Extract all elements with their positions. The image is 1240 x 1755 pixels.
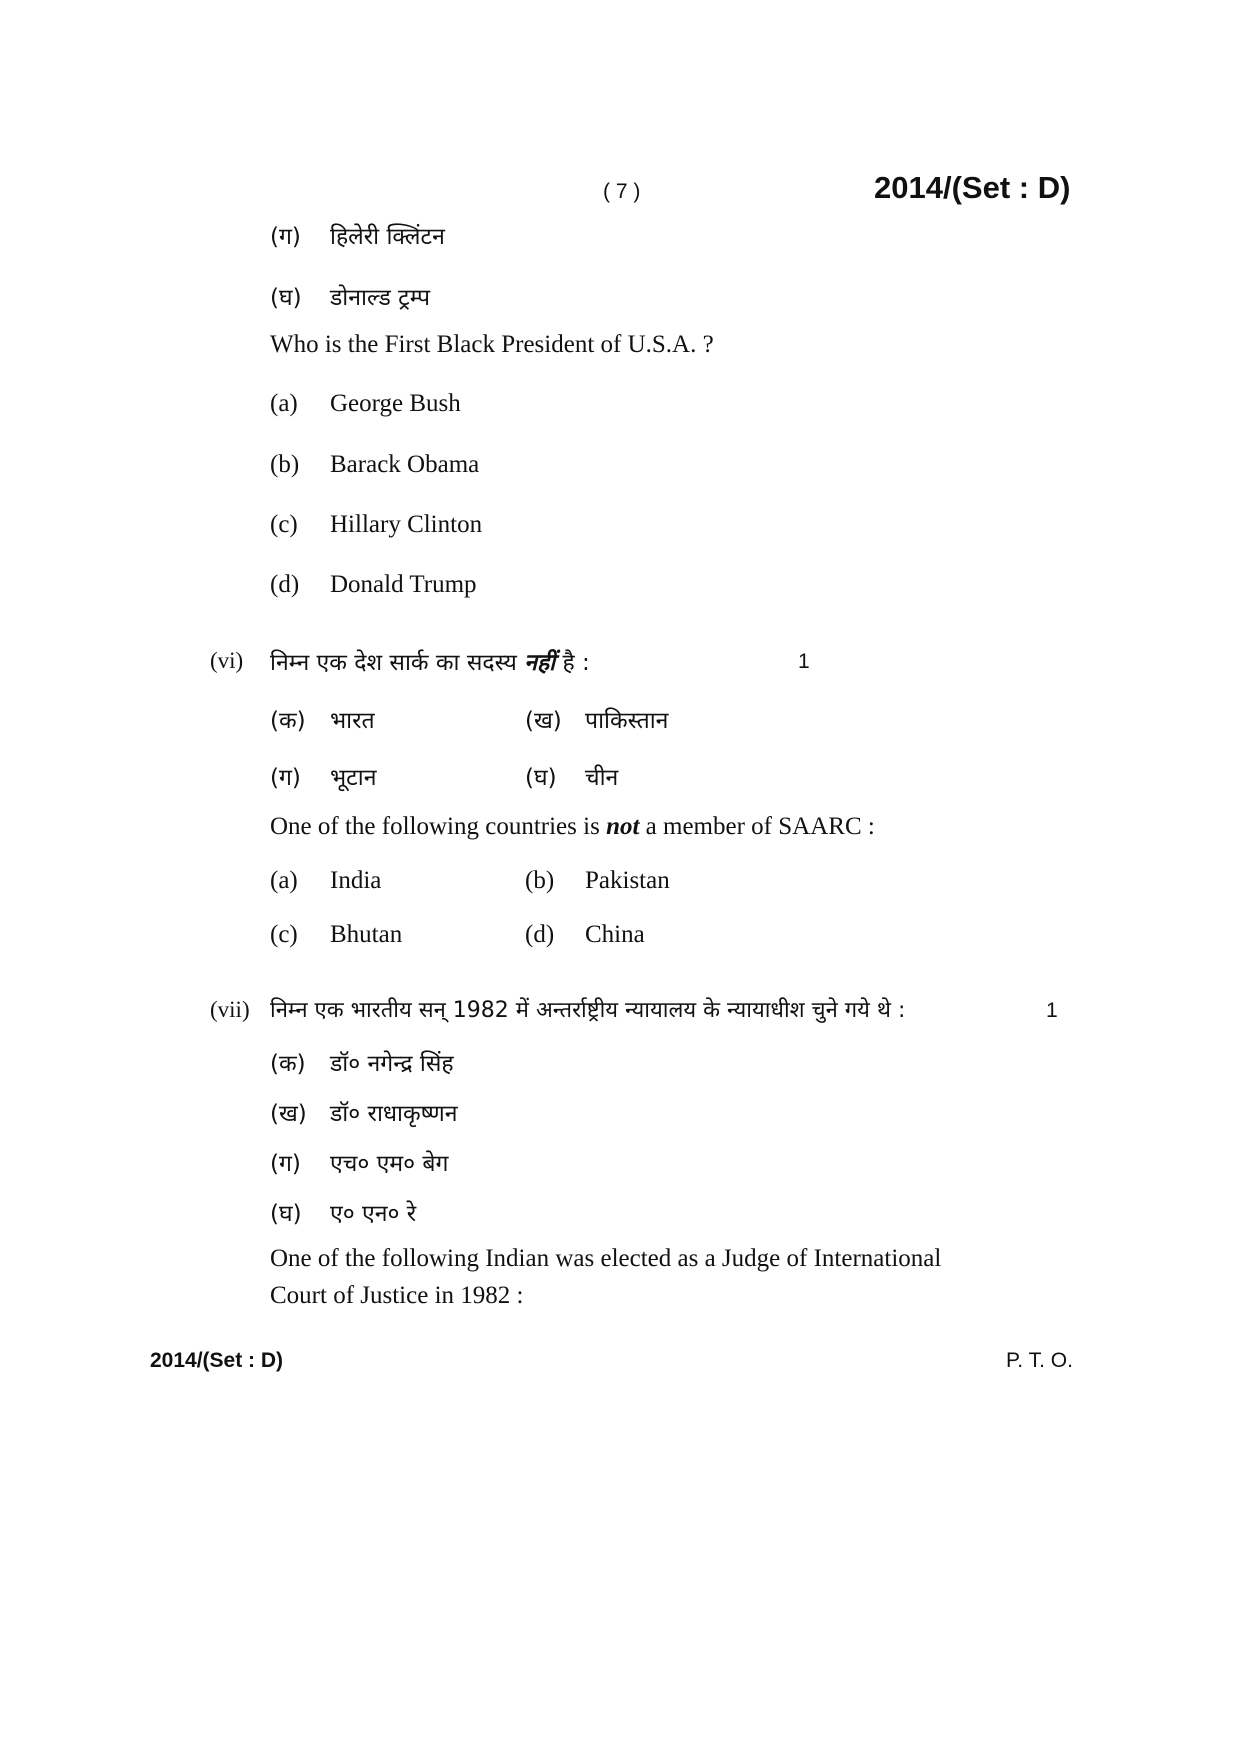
option-text: Hillary Clinton [330, 511, 483, 538]
option-label: (घ) [270, 1201, 302, 1227]
option-label: (a) [270, 867, 298, 894]
option-label: (d) [270, 571, 300, 598]
q5-english-option-a [270, 390, 461, 418]
question-text-end: है : [562, 650, 590, 676]
q5-hindi-option-ga [270, 219, 445, 251]
option-label: (घ) [525, 765, 557, 791]
option-label: (ग) [270, 1151, 301, 1177]
option-text: डोनाल्ड ट्रम्प [330, 285, 431, 311]
q5-english-option-c [270, 511, 482, 539]
q7-marks: 1 [1046, 999, 1058, 1022]
option-label: (घ) [270, 285, 302, 311]
q7-hindi-question: निम्न एक भारतीय सन् 1982 में अन्तर्राष्ट्रीय न्यायालय के न्यायाधीश चुने गये थे : [270, 998, 906, 1023]
option-label: (b) [270, 451, 300, 478]
option-text: Bhutan [330, 921, 403, 948]
q7-hindi-option-ga [270, 1146, 448, 1178]
q5-hindi-option-gha [270, 280, 430, 312]
option-text: हिलेरी क्लिंटन [330, 224, 445, 250]
q6-english-option-c [270, 921, 402, 949]
q6-number: (vi) [210, 648, 244, 673]
q6-marks: 1 [798, 650, 810, 673]
option-label: (क) [270, 708, 306, 734]
q6-hindi-option-kha [525, 703, 668, 735]
option-text: डॉ० नगेन्द्र सिंह [330, 1051, 454, 1077]
option-label: (a) [270, 390, 298, 417]
q6-hindi-option-ga [270, 760, 376, 792]
option-text: एच० एम० बेग [330, 1151, 449, 1177]
q6-english-option-d [525, 921, 645, 949]
q7-hindi-option-kha [270, 1096, 457, 1128]
q5-english-option-d [270, 571, 477, 599]
q6-english-question [270, 813, 875, 841]
q6-hindi-option-ka [270, 703, 375, 735]
question-text: निम्न एक देश सार्क का सदस्य [270, 650, 517, 676]
option-text: Barack Obama [330, 451, 480, 478]
q7-hindi-option-gha [270, 1196, 416, 1228]
q5-english-option-b [270, 451, 479, 479]
page-number: ( 7 ) [603, 180, 641, 203]
footer-pto: P. T. O. [1006, 1349, 1073, 1372]
header-set-code: 2014/(Set : D) [874, 170, 1071, 205]
option-text: पाकिस्तान [585, 708, 669, 734]
option-text: George Bush [330, 390, 461, 417]
option-label: (b) [525, 867, 555, 894]
option-text: डॉ० राधाकृष्णन [330, 1101, 458, 1127]
option-text: India [330, 867, 382, 894]
question-text-end: a member of SAARC : [645, 813, 875, 840]
option-text: ए० एन० रे [330, 1201, 417, 1227]
q7-hindi-option-ka [270, 1046, 454, 1078]
question-text: One of the following countries is [270, 813, 600, 840]
option-text: China [585, 921, 645, 948]
option-text: Pakistan [585, 867, 670, 894]
q6-hindi-option-gha [525, 760, 618, 792]
option-text: Donald Trump [330, 571, 477, 598]
option-label: (ग) [270, 224, 301, 250]
option-label: (ख) [270, 1101, 307, 1127]
q6-english-option-b [525, 867, 670, 895]
option-text: चीन [585, 765, 619, 791]
question-emphasis: not [606, 813, 640, 840]
q5-english-question: Who is the First Black President of U.S.A. ? [270, 331, 714, 358]
question-emphasis: नहीं [524, 650, 556, 676]
option-label: (c) [270, 921, 298, 948]
q7-english-question-line2: Court of Justice in 1982 : [270, 1282, 524, 1309]
q7-number: (vii) [210, 997, 250, 1022]
option-label: (c) [270, 511, 298, 538]
footer-set-code: 2014/(Set : D) [150, 1349, 284, 1372]
option-label: (d) [525, 921, 555, 948]
option-label: (ग) [270, 765, 301, 791]
q6-english-option-a [270, 867, 381, 895]
option-text: भूटान [330, 765, 377, 791]
option-text: भारत [330, 708, 375, 734]
q7-english-question-line1: One of the following Indian was elected as a Judge of International [270, 1245, 942, 1272]
option-label: (क) [270, 1051, 306, 1077]
option-label: (ख) [525, 708, 562, 734]
q6-hindi-question [270, 645, 590, 677]
